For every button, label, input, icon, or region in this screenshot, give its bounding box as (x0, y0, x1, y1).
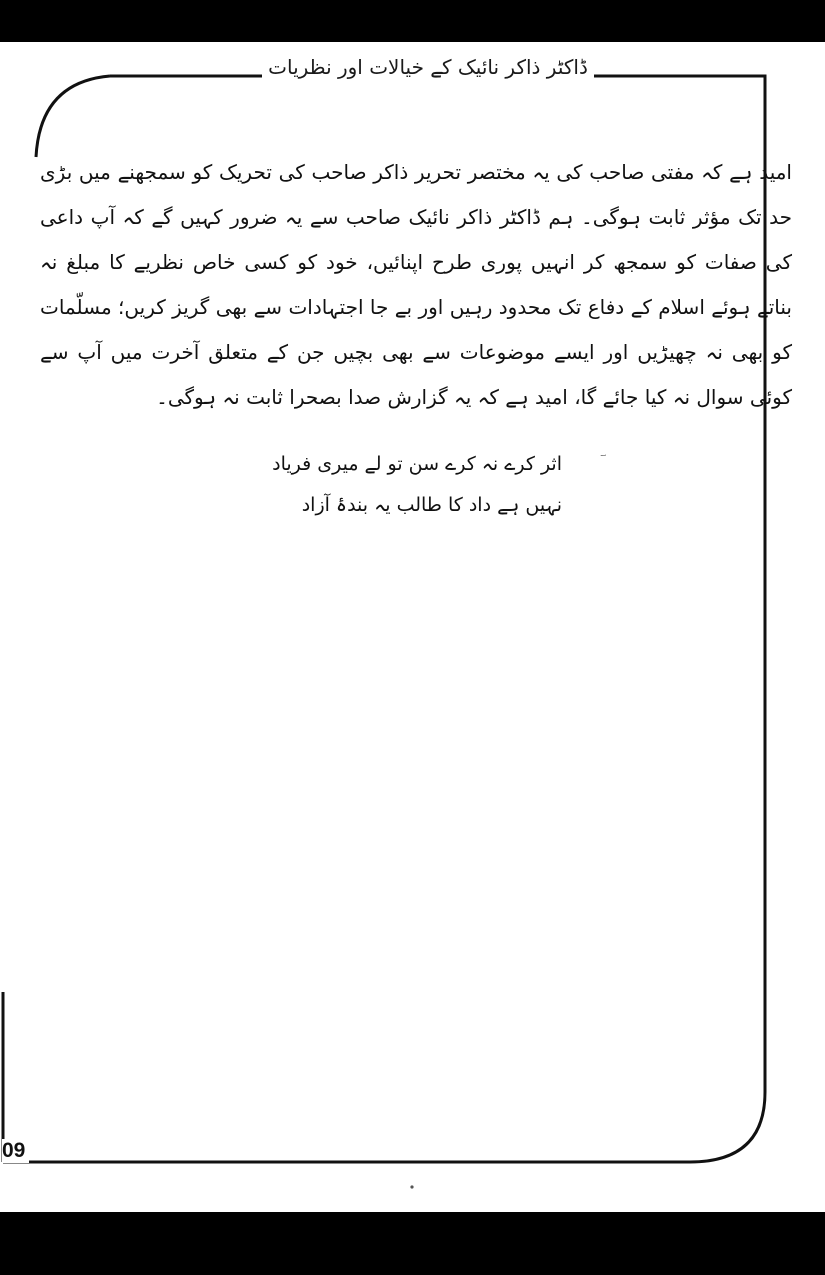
couplet-line-2: نہیں ہے داد کا طالب یہ بندۂ آزاد (301, 494, 562, 516)
book-page (0, 42, 825, 1212)
paragraph-text: امید ہے کہ مفتی صاحب کی یہ مختصر تحریر ذاکر صاحب کی تحریک کو سمجھنے میں بڑی حد تک مؤثر ثابت ہوگی۔ ہم ڈاکٹر ذاکر نائیک صاحب سے یہ ضرور کہیں گے کہ آپ داعی کی صفات کو سمجھ کر انہیں پوری طرح اپنائیں، خود کو کسی خاص نظریے کا مبلغ نہ بناتے ہوئے اسلام کے دفاع تک محدود رہیں اور بے جا اجتہادات سے بھی گریز کریں؛ مسلّمات کو بھی نہ چھیڑیں اور ایسے موضوعات سے بھی بچیں جن کے متعلق آخرت میں آپ سے کوئی سوال نہ کیا جائے گا، امید ہے کہ یہ گزارش صدا بصحرا ثابت نہ ہوگی۔ (40, 160, 792, 409)
frame-top-left-curve (36, 76, 110, 157)
scan-top-border (0, 0, 825, 42)
couplet-marker (580, 445, 620, 485)
page-number: 09 (2, 1139, 29, 1163)
couplet-line-1-text: اثر کرے نہ کرے سن تو لے میری فریاد (272, 453, 562, 475)
couplet (180, 444, 620, 525)
main-paragraph (40, 150, 792, 420)
couplet-line-1 (180, 444, 620, 485)
header-title: ڈاکٹر ذاکر نائیک کے خیالات اور نظریات (262, 50, 594, 86)
scan-bottom-border (0, 1212, 825, 1275)
frame-dot (410, 1185, 413, 1188)
